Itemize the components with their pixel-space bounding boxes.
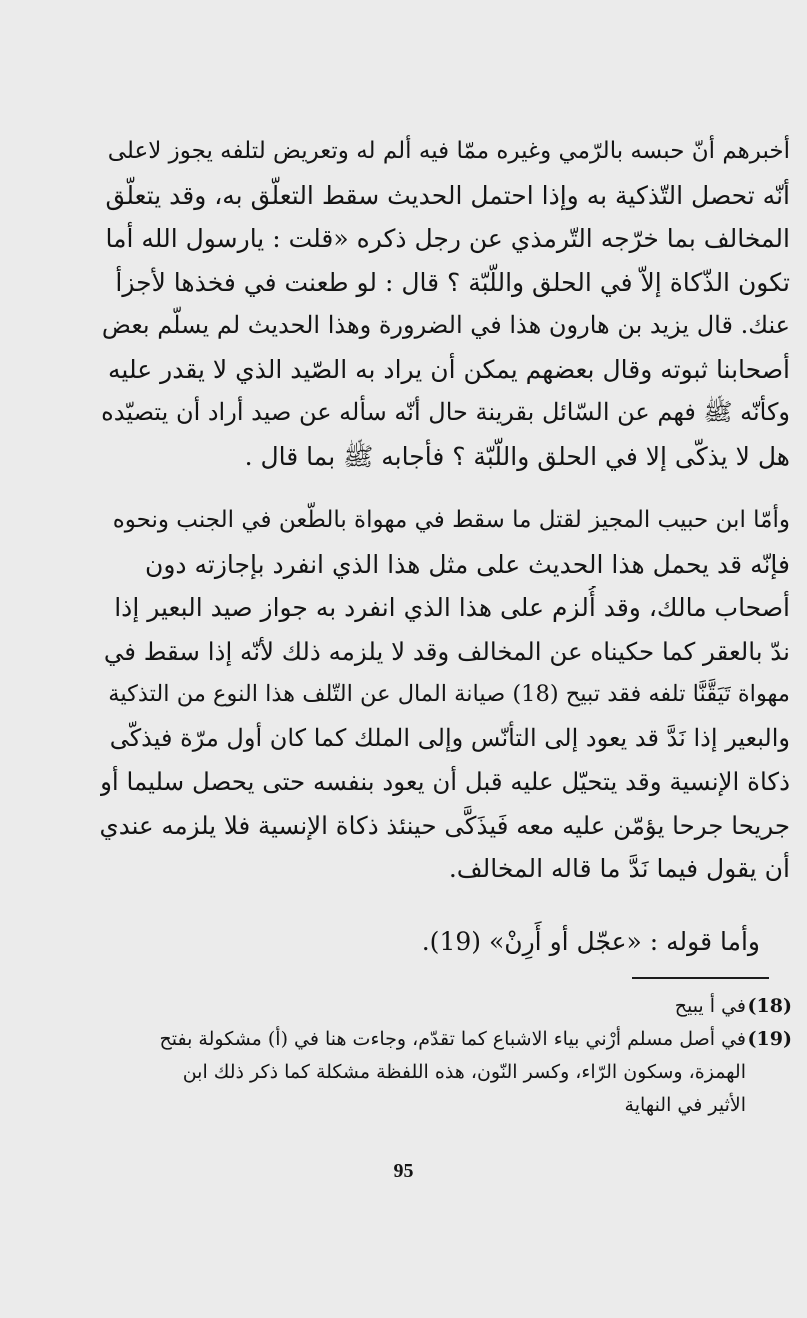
footnote-line: في أصل مسلم أرْني بياء الاشباع كما تقدّم، وجاءت هنا في (أ) مشكولة بفتح	[159, 1028, 746, 1050]
text-line: وأمّا ابن حبيب المجيز لقتل ما سقط في مهواة بالطّعن في الجنب ونحوه	[112, 507, 790, 533]
text-line: ذكاة الإنسية وقد يتحيّل عليه قبل أن يعود بنفسه حتى يحصل سليما أو	[100, 767, 790, 796]
text-line: المخالف بما خرّجه التّرمذي عن رجل ذكره «قلت : يارسول الله أما	[105, 224, 790, 253]
text-line: عنك. قال يزيد بن هارون هذا في الضرورة وهذا الحديث لم يسلّم بعض	[101, 311, 790, 339]
footnote-19	[110, 1023, 792, 1122]
text-line: جريحا جرحا يؤمّن عليه معه فَيذَكَّى حينئذ ذكاة الإنسية فلا يلزمه عندي	[100, 810, 790, 840]
footnote-separator	[632, 977, 769, 979]
text-line: فإنّه قد يحمل هذا الحديث على مثل هذا الذي انفرد بإجازته دون	[144, 549, 790, 579]
footnote-number: (19)	[747, 1028, 792, 1050]
paragraph-3	[100, 920, 760, 964]
text-line: وأما قوله : «عجّل أو أَرِنْ» (19).	[421, 927, 760, 956]
text-line: هل لا يذكّى إلا في الحلق واللّبّة ؟ فأجابه ﷺ بما قال .	[244, 441, 790, 471]
page-number: 95	[393, 1160, 414, 1182]
footnote-text	[110, 1023, 746, 1122]
text-line: تكون الذّكاة إلاّ في الحلق واللّبّة ؟ قال : لو طعنت في فخذها لأجزأ	[115, 267, 790, 297]
footnote-text	[110, 990, 746, 1023]
footnote-line: الهمزة، وسكون الرّاء، وكسر النّون، هذه اللفظة مشكلة كما ذكر ذلك ابن	[182, 1061, 746, 1083]
footnote-line: الأثير في النهاية	[624, 1094, 746, 1116]
footnote-number: (18)	[747, 995, 792, 1017]
text-line: أخبرهم أنّ حبسه بالرّمي وغيره ممّا فيه ألم له وتعريض لتلفه يجوز لاعلى	[107, 138, 790, 164]
text-line: أصحابنا ثبوته وقال بعضهم يمكن أن يراد به الصّيد الذي لا يقدر عليه	[108, 354, 790, 384]
paragraph-2	[100, 499, 790, 891]
text-line: ندّ بالعقر كما حكيناه عن المخالف وقد لا يلزمه ذلك لأنّه إذا سقط في	[103, 636, 790, 666]
text-line: مهواة تَيَقَّنَّا تلفه فقد تبيح (18) صيانة المال عن التّلف هذا النوع من التذكية	[108, 681, 790, 707]
footnotes	[110, 990, 792, 1122]
text-line: أن يقول فيما نَدَّ ما قاله المخالف.	[448, 854, 790, 883]
text-line: وكأنّه ﷺ فهم عن السّائل بقرينة حال أنّه سأله عن صيد أراد أن يتصيّده	[101, 398, 790, 426]
text-line: أنّه تحصل التّذكية به وإذا احتمل الحديث سقط التعلّق به، وقد يتعلّق	[105, 180, 790, 210]
paragraph-1	[100, 130, 790, 478]
footnote-18	[110, 990, 792, 1023]
text-line: والبعير إذا نَدَّ قد يعود إلى التأنّس وإلى الملك كما كان أول مرّة فيذكّى	[109, 723, 790, 752]
footnote-line: في أ يبيح	[674, 995, 746, 1017]
text-line: أصحاب مالك، وقد أُلزم على هذا الذي انفرد به جواز صيد البعير إذا	[114, 593, 790, 622]
